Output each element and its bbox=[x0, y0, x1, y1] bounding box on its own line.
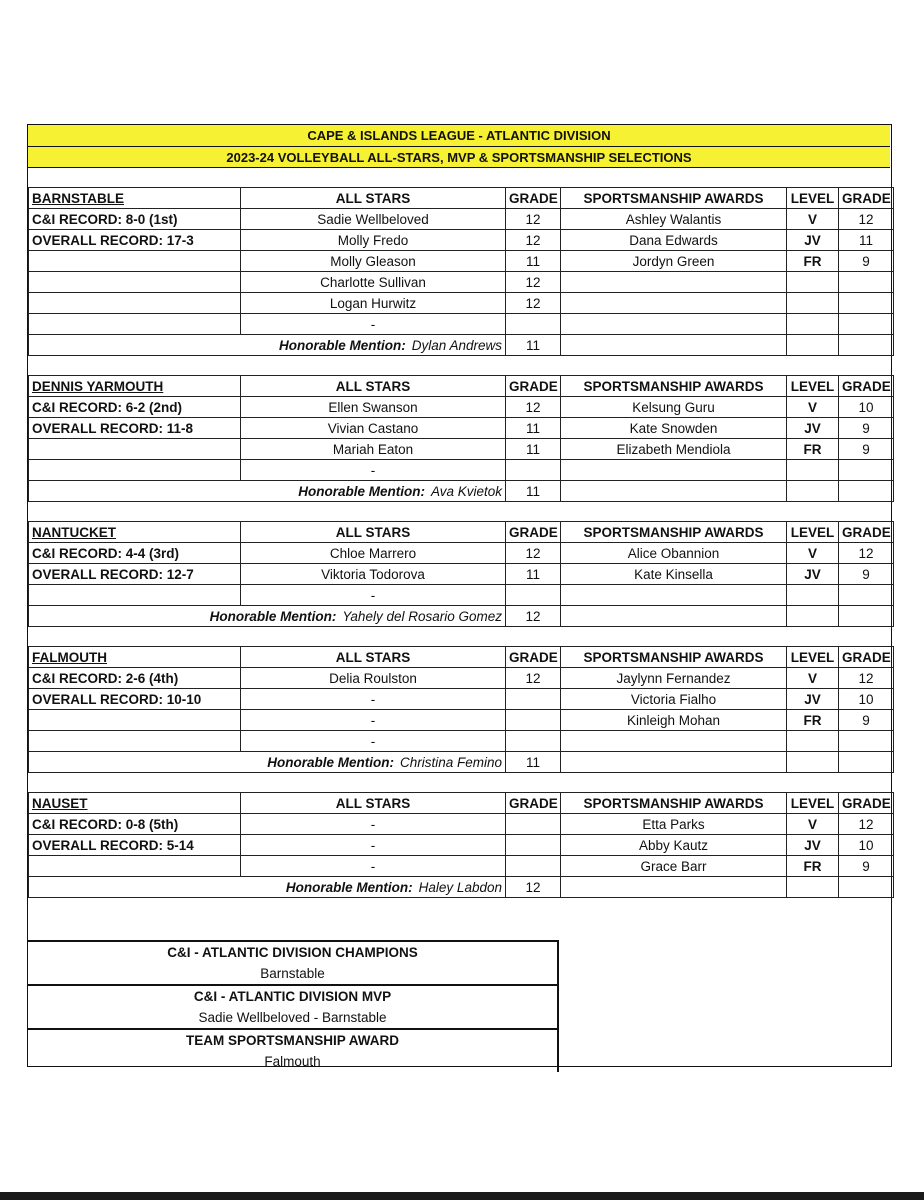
table-row bbox=[29, 272, 894, 293]
grade-header: GRADE bbox=[839, 522, 894, 543]
all-star-grade bbox=[506, 460, 561, 481]
sportsmanship-name: Grace Barr bbox=[561, 856, 787, 877]
table-row bbox=[29, 814, 894, 835]
sportsmanship-name: Jaylynn Fernandez bbox=[561, 668, 787, 689]
grade-header: GRADE bbox=[506, 647, 561, 668]
record-cell bbox=[29, 710, 241, 731]
award-grade: 11 bbox=[839, 230, 894, 251]
record-cell: OVERALL RECORD: 12-7 bbox=[29, 564, 241, 585]
sportsmanship-name: Abby Kautz bbox=[561, 835, 787, 856]
sportsmanship-name: Ashley Walantis bbox=[561, 209, 787, 230]
all-star-name: Chloe Marrero bbox=[241, 543, 506, 564]
empty-cell bbox=[561, 877, 787, 898]
all-star-grade bbox=[506, 314, 561, 335]
empty-cell bbox=[787, 752, 839, 773]
award-grade bbox=[839, 460, 894, 481]
honorable-mention-name: Haley Labdon bbox=[418, 879, 502, 895]
award-grade: 9 bbox=[839, 251, 894, 272]
honorable-mention-label: Honorable Mention: bbox=[267, 754, 394, 770]
sportsmanship-header: SPORTSMANSHIP AWARDS bbox=[561, 522, 787, 543]
honorable-mention-name: Ava Kvietok bbox=[430, 483, 502, 499]
award-level bbox=[787, 585, 839, 606]
sportsmanship-name bbox=[561, 272, 787, 293]
selections-sheet bbox=[27, 124, 892, 1067]
award-level: FR bbox=[787, 439, 839, 460]
team-name: DENNIS YARMOUTH bbox=[29, 376, 241, 397]
all-star-grade: 12 bbox=[506, 397, 561, 418]
empty-cell bbox=[561, 606, 787, 627]
level-header: LEVEL bbox=[787, 793, 839, 814]
honorable-mention bbox=[29, 877, 506, 898]
sportsmanship-header: SPORTSMANSHIP AWARDS bbox=[561, 376, 787, 397]
sportsmanship-name: Elizabeth Mendiola bbox=[561, 439, 787, 460]
grade-header: GRADE bbox=[839, 793, 894, 814]
award-grade bbox=[839, 272, 894, 293]
empty-cell bbox=[839, 606, 894, 627]
table-row bbox=[29, 439, 894, 460]
sportsmanship-header: SPORTSMANSHIP AWARDS bbox=[561, 647, 787, 668]
table-row bbox=[29, 689, 894, 710]
sportsmanship-name: Victoria Fialho bbox=[561, 689, 787, 710]
award-grade: 12 bbox=[839, 814, 894, 835]
record-cell: OVERALL RECORD: 5-14 bbox=[29, 835, 241, 856]
empty-cell bbox=[839, 877, 894, 898]
team-block bbox=[28, 375, 894, 502]
honorable-mention bbox=[29, 335, 506, 356]
honorable-mention-grade: 11 bbox=[506, 481, 561, 502]
team-name: FALMOUTH bbox=[29, 647, 241, 668]
all-star-grade: 12 bbox=[506, 272, 561, 293]
all-stars-header: ALL STARS bbox=[241, 647, 506, 668]
title-banner bbox=[28, 125, 890, 168]
all-star-name: - bbox=[241, 835, 506, 856]
all-star-grade bbox=[506, 835, 561, 856]
honorable-mention-grade: 11 bbox=[506, 335, 561, 356]
team-block bbox=[28, 187, 894, 356]
table-row bbox=[29, 835, 894, 856]
grade-header: GRADE bbox=[506, 522, 561, 543]
award-grade: 9 bbox=[839, 564, 894, 585]
all-star-grade: 11 bbox=[506, 418, 561, 439]
record-cell bbox=[29, 293, 241, 314]
award-grade: 9 bbox=[839, 439, 894, 460]
honorable-mention bbox=[29, 606, 506, 627]
honorable-mention-name: Christina Femino bbox=[399, 754, 502, 770]
award-level: JV bbox=[787, 230, 839, 251]
record-cell bbox=[29, 731, 241, 752]
table-row bbox=[29, 460, 894, 481]
award-title-row bbox=[28, 985, 558, 1007]
award-level: FR bbox=[787, 251, 839, 272]
award-grade: 12 bbox=[839, 668, 894, 689]
all-star-name: - bbox=[241, 689, 506, 710]
team-block bbox=[28, 792, 894, 898]
team-name: BARNSTABLE bbox=[29, 188, 241, 209]
team-block bbox=[28, 646, 894, 773]
award-grade: 12 bbox=[839, 543, 894, 564]
all-stars-header: ALL STARS bbox=[241, 376, 506, 397]
award-level: V bbox=[787, 668, 839, 689]
all-star-name: - bbox=[241, 314, 506, 335]
record-cell bbox=[29, 251, 241, 272]
grade-header: GRADE bbox=[506, 793, 561, 814]
all-star-grade bbox=[506, 689, 561, 710]
honorable-mention-name: Yahely del Rosario Gomez bbox=[342, 608, 502, 624]
empty-cell bbox=[839, 335, 894, 356]
record-cell bbox=[29, 439, 241, 460]
sportsmanship-header: SPORTSMANSHIP AWARDS bbox=[561, 188, 787, 209]
grade-header: GRADE bbox=[839, 188, 894, 209]
award-grade bbox=[839, 585, 894, 606]
award-level: V bbox=[787, 814, 839, 835]
all-star-name: - bbox=[241, 731, 506, 752]
all-star-name: - bbox=[241, 460, 506, 481]
award-level: JV bbox=[787, 418, 839, 439]
record-cell bbox=[29, 585, 241, 606]
all-star-name: Delia Roulston bbox=[241, 668, 506, 689]
table-row bbox=[29, 230, 894, 251]
level-header: LEVEL bbox=[787, 522, 839, 543]
grade-header: GRADE bbox=[506, 188, 561, 209]
award-value-row bbox=[28, 1007, 558, 1029]
award-level: V bbox=[787, 397, 839, 418]
empty-cell bbox=[787, 877, 839, 898]
all-star-name: Molly Gleason bbox=[241, 251, 506, 272]
award-level: JV bbox=[787, 564, 839, 585]
record-cell: C&I RECORD: 4-4 (3rd) bbox=[29, 543, 241, 564]
table-row bbox=[29, 564, 894, 585]
all-star-grade: 11 bbox=[506, 439, 561, 460]
table-row bbox=[29, 314, 894, 335]
sportsmanship-header: SPORTSMANSHIP AWARDS bbox=[561, 793, 787, 814]
award-grade: 9 bbox=[839, 856, 894, 877]
honorable-mention-grade: 12 bbox=[506, 606, 561, 627]
award-level: FR bbox=[787, 710, 839, 731]
table-row bbox=[29, 585, 894, 606]
honorable-mention-row bbox=[29, 481, 894, 502]
table-row bbox=[29, 668, 894, 689]
award-title-row bbox=[28, 1029, 558, 1051]
award-level bbox=[787, 731, 839, 752]
all-star-grade bbox=[506, 731, 561, 752]
empty-cell bbox=[839, 481, 894, 502]
all-star-grade bbox=[506, 856, 561, 877]
all-star-grade: 11 bbox=[506, 564, 561, 585]
all-star-name: Charlotte Sullivan bbox=[241, 272, 506, 293]
league-title: CAPE & ISLANDS LEAGUE - ATLANTIC DIVISION bbox=[28, 125, 890, 147]
sportsmanship-name bbox=[561, 293, 787, 314]
record-cell bbox=[29, 460, 241, 481]
all-star-grade: 12 bbox=[506, 209, 561, 230]
team-block bbox=[28, 521, 894, 627]
honorable-mention bbox=[29, 481, 506, 502]
record-cell: C&I RECORD: 6-2 (2nd) bbox=[29, 397, 241, 418]
award-grade bbox=[839, 314, 894, 335]
selections-subtitle: 2023-24 VOLLEYBALL ALL-STARS, MVP & SPORTSMANSHIP SELECTIONS bbox=[226, 150, 692, 165]
empty-cell bbox=[787, 481, 839, 502]
all-star-grade: 12 bbox=[506, 543, 561, 564]
all-star-name: - bbox=[241, 814, 506, 835]
all-star-name: Molly Fredo bbox=[241, 230, 506, 251]
level-header: LEVEL bbox=[787, 376, 839, 397]
award-grade bbox=[839, 731, 894, 752]
level-header: LEVEL bbox=[787, 188, 839, 209]
level-header: LEVEL bbox=[787, 647, 839, 668]
sportsmanship-name: Kate Kinsella bbox=[561, 564, 787, 585]
table-row bbox=[29, 731, 894, 752]
award-title-row bbox=[28, 941, 558, 963]
award-level: V bbox=[787, 209, 839, 230]
all-star-name: - bbox=[241, 585, 506, 606]
team-header-row bbox=[29, 188, 894, 209]
team-header-row bbox=[29, 793, 894, 814]
all-star-grade: 12 bbox=[506, 230, 561, 251]
team-header-row bbox=[29, 522, 894, 543]
honorable-mention-row bbox=[29, 335, 894, 356]
record-cell: OVERALL RECORD: 10-10 bbox=[29, 689, 241, 710]
grade-header: GRADE bbox=[506, 376, 561, 397]
honorable-mention-label: Honorable Mention: bbox=[209, 608, 337, 624]
all-stars-header: ALL STARS bbox=[241, 522, 506, 543]
all-star-name: Vivian Castano bbox=[241, 418, 506, 439]
grade-header: GRADE bbox=[839, 647, 894, 668]
table-row bbox=[29, 293, 894, 314]
table-row bbox=[29, 543, 894, 564]
all-star-name: Mariah Eaton bbox=[241, 439, 506, 460]
award-title: C&I - ATLANTIC DIVISION CHAMPIONS bbox=[28, 941, 558, 963]
record-cell bbox=[29, 856, 241, 877]
award-grade: 10 bbox=[839, 835, 894, 856]
sportsmanship-name bbox=[561, 731, 787, 752]
honorable-mention-grade: 11 bbox=[506, 752, 561, 773]
award-value: Sadie Wellbeloved - Barnstable bbox=[28, 1007, 558, 1029]
empty-cell bbox=[787, 606, 839, 627]
table-row bbox=[29, 209, 894, 230]
all-star-name: Ellen Swanson bbox=[241, 397, 506, 418]
empty-cell bbox=[561, 752, 787, 773]
division-awards bbox=[28, 940, 559, 1072]
record-cell: C&I RECORD: 0-8 (5th) bbox=[29, 814, 241, 835]
team-header-row bbox=[29, 647, 894, 668]
sportsmanship-name: Etta Parks bbox=[561, 814, 787, 835]
honorable-mention-label: Honorable Mention: bbox=[298, 483, 425, 499]
all-star-name: Logan Hurwitz bbox=[241, 293, 506, 314]
all-star-grade: 12 bbox=[506, 668, 561, 689]
all-star-grade: 12 bbox=[506, 293, 561, 314]
award-grade: 10 bbox=[839, 689, 894, 710]
award-level: JV bbox=[787, 835, 839, 856]
record-cell: C&I RECORD: 8-0 (1st) bbox=[29, 209, 241, 230]
record-cell: C&I RECORD: 2-6 (4th) bbox=[29, 668, 241, 689]
award-title: C&I - ATLANTIC DIVISION MVP bbox=[28, 985, 558, 1007]
award-grade: 10 bbox=[839, 397, 894, 418]
award-level: FR bbox=[787, 856, 839, 877]
honorable-mention-row bbox=[29, 877, 894, 898]
award-grade: 12 bbox=[839, 209, 894, 230]
award-grade: 9 bbox=[839, 710, 894, 731]
honorable-mention-row bbox=[29, 752, 894, 773]
table-row bbox=[29, 251, 894, 272]
sportsmanship-name: Kinleigh Mohan bbox=[561, 710, 787, 731]
all-star-name: - bbox=[241, 856, 506, 877]
honorable-mention-label: Honorable Mention: bbox=[285, 879, 413, 895]
sportsmanship-name: Dana Edwards bbox=[561, 230, 787, 251]
award-grade: 9 bbox=[839, 418, 894, 439]
award-title: TEAM SPORTSMANSHIP AWARD bbox=[28, 1029, 558, 1051]
award-value-row bbox=[28, 1051, 558, 1072]
empty-cell bbox=[787, 335, 839, 356]
award-level bbox=[787, 293, 839, 314]
sportsmanship-name bbox=[561, 585, 787, 606]
honorable-mention-row bbox=[29, 606, 894, 627]
record-cell bbox=[29, 314, 241, 335]
sportsmanship-name: Jordyn Green bbox=[561, 251, 787, 272]
award-level bbox=[787, 460, 839, 481]
table-row bbox=[29, 856, 894, 877]
record-cell: OVERALL RECORD: 17-3 bbox=[29, 230, 241, 251]
table-row bbox=[29, 710, 894, 731]
bottom-bar bbox=[0, 1192, 924, 1200]
sportsmanship-name: Kelsung Guru bbox=[561, 397, 787, 418]
sportsmanship-name bbox=[561, 314, 787, 335]
award-grade bbox=[839, 293, 894, 314]
all-star-name: - bbox=[241, 710, 506, 731]
empty-cell bbox=[561, 335, 787, 356]
all-stars-header: ALL STARS bbox=[241, 793, 506, 814]
all-star-grade bbox=[506, 814, 561, 835]
table-row bbox=[29, 418, 894, 439]
all-star-grade bbox=[506, 585, 561, 606]
award-level: JV bbox=[787, 689, 839, 710]
award-level: V bbox=[787, 543, 839, 564]
empty-cell bbox=[839, 752, 894, 773]
all-star-name: Viktoria Todorova bbox=[241, 564, 506, 585]
honorable-mention bbox=[29, 752, 506, 773]
all-stars-header: ALL STARS bbox=[241, 188, 506, 209]
award-value-row bbox=[28, 963, 558, 985]
all-star-grade: 11 bbox=[506, 251, 561, 272]
sportsmanship-name: Alice Obannion bbox=[561, 543, 787, 564]
honorable-mention-label: Honorable Mention: bbox=[278, 337, 406, 353]
sportsmanship-name: Kate Snowden bbox=[561, 418, 787, 439]
team-name: NANTUCKET bbox=[29, 522, 241, 543]
award-level bbox=[787, 314, 839, 335]
all-star-grade bbox=[506, 710, 561, 731]
grade-header: GRADE bbox=[839, 376, 894, 397]
award-value: Barnstable bbox=[28, 963, 558, 985]
table-row bbox=[29, 397, 894, 418]
all-star-name: Sadie Wellbeloved bbox=[241, 209, 506, 230]
record-cell bbox=[29, 272, 241, 293]
empty-cell bbox=[561, 481, 787, 502]
sportsmanship-name bbox=[561, 460, 787, 481]
honorable-mention-grade: 12 bbox=[506, 877, 561, 898]
honorable-mention-name: Dylan Andrews bbox=[411, 337, 502, 353]
award-value: Falmouth bbox=[28, 1051, 558, 1072]
team-header-row bbox=[29, 376, 894, 397]
record-cell: OVERALL RECORD: 11-8 bbox=[29, 418, 241, 439]
award-level bbox=[787, 272, 839, 293]
team-name: NAUSET bbox=[29, 793, 241, 814]
